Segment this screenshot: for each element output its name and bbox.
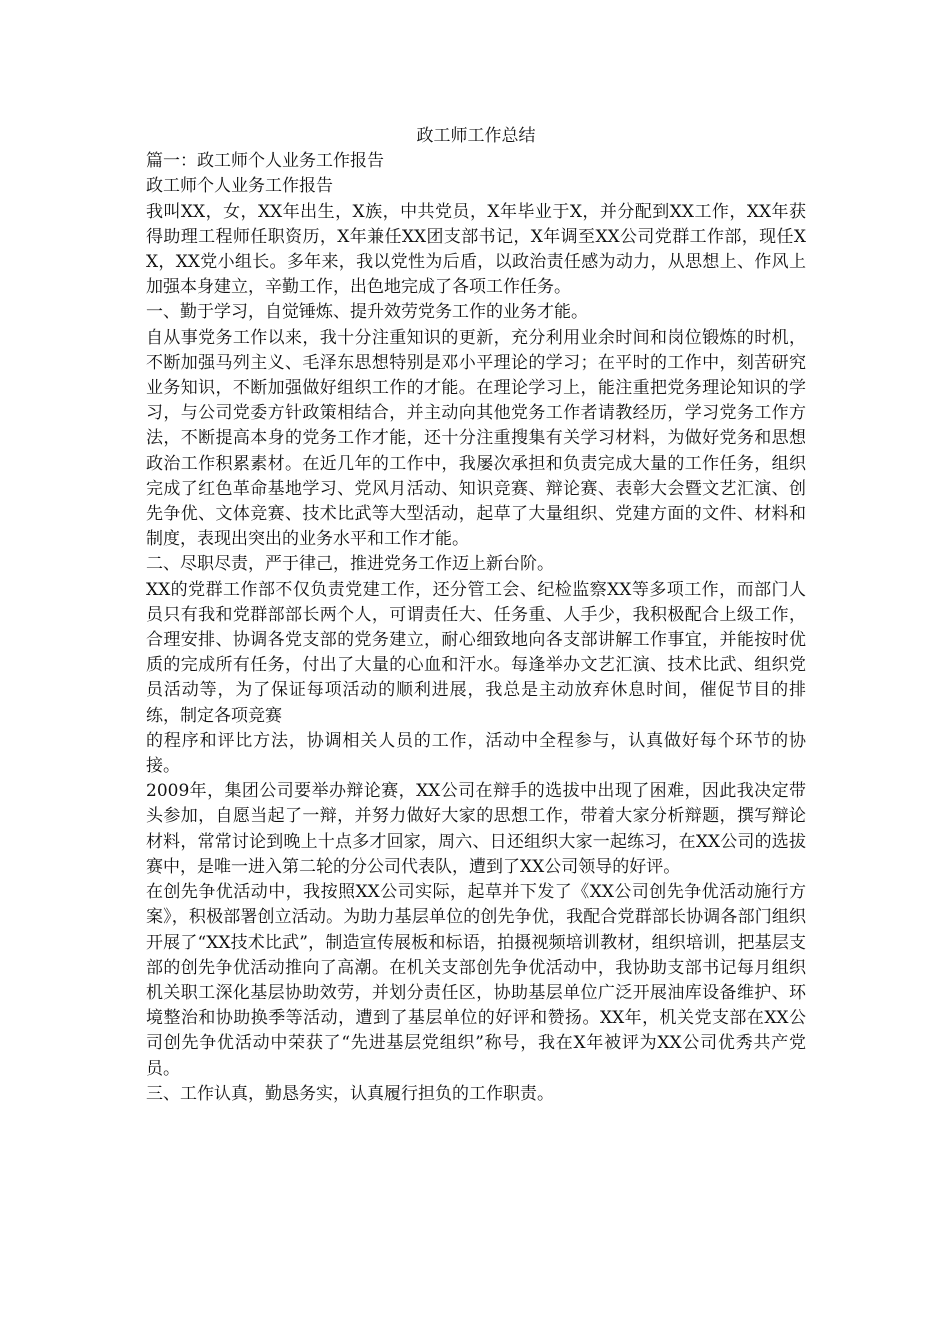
paragraph: 在创先争优活动中，我按照XX公司实际，起草并下发了《XX公司创先争优活动施行方案》，积极部署创立活动。为助力基层单位的创先争优，我配合党群部长协调各部门组织开展了“XX技术比武”，制造宣传展板和标语，拍摄视频培训教材，组织培训，把基层支部的创先争优活动推向了高潮。在机关支部创先争优活动中，我协助支部书记每月组织机关职工深化基层协助效劳，并划分责任区，协助基层单位广泛开展油库设备维护、环境整治和协助换季等活动，遭到了基层单位的好评和赞扬。XX年，机关党支部在XX公司创先争优活动中荣获了“先进基层党组织”称号，我在X年被评为XX公司优秀共产党员。: [146, 882, 806, 1079]
section-heading: 篇一：政工师个人业务工作报告: [146, 151, 384, 172]
paragraph: 的程序和评比方法，协调相关人员的工作，活动中全程参与，认真做好每个环节的协接。: [146, 730, 806, 777]
section-heading: 二、尽职尽责，严于律己，推进党务工作迈上新台阶。: [146, 554, 554, 575]
paragraph: 自从事党务工作以来，我十分注重知识的更新，充分利用业余时间和岗位锻炼的时机，不断加强马列主义、毛泽东思想特别是邓小平理论的学习；在平时的工作中，刻苦研究业务知识，不断加强做好组织工作的才能。在理论学习上，能注重把党务理论知识的学习，与公司党委方针政策相结合，并主动向其他党务工作者请教经历，学习党务工作方法，不断提高本身的党务工作才能，还十分注重搜集有关学习材料，为做好党务和思想政治工作积累素材。在近几年的工作中，我屡次承担和负责完成大量的工作任务，组织完成了红色革命基地学习、党风月活动、知识竞赛、辩论赛、表彰大会暨文艺汇演、创先争优、文体竞赛、技术比武等大型活动，起草了大量组织、党建方面的文件、材料和制度，表现出突出的业务水平和工作才能。: [146, 327, 806, 550]
section-heading: 三、工作认真，勤恳务实，认真履行担负的工作职责。: [146, 1083, 554, 1104]
section-heading: 一、勤于学习，自觉锤炼、提升效劳党务工作的业务才能。: [146, 302, 588, 323]
paragraph: 2009年，集团公司要举办辩论赛，XX公司在辩手的选拔中出现了困难，因此我决定带头参加，自愿当起了一辩，并努力做好大家的思想工作，带着大家分析辩题，撰写辩论材料，常常讨论到晚上十点多才回家，周六、日还组织大家一起练习，在XX公司的选拔赛中，是唯一进入第二轮的分公司代表队，遭到了XX公司领导的好评。: [146, 781, 806, 877]
report-title: 政工师个人业务工作报告: [146, 176, 333, 197]
paragraph: 我叫XX，女，XX年出生，X族，中共党员，X年毕业于X，并分配到XX工作，XX年获得助理工程师任职资历，X年兼任XX团支部书记，X年调至XX公司党群工作部，现任XX，XX党小组长。多年来，我以党性为后盾，以政治责任感为动力，从思想上、作风上加强本身建立，辛勤工作，出色地完成了各项工作任务。: [146, 201, 806, 298]
document-title: 政工师工作总结: [416, 126, 536, 146]
paragraph: XX的党群工作部不仅负责党建工作，还分管工会、纪检监察XX等多项工作，而部门人员只有我和党群部部长两个人，可谓责任大、任务重、人手少，我积极配合上级工作，合理安排、协调各党支部的党务建立，耐心细致地向各支部讲解工作事宜，并能按时优质的完成所有任务，付出了大量的心血和汗水。每逢举办文艺汇演、技术比武、组织党员活动等，为了保证每项活动的顺利进展，我总是主动放弃休息时间，催促节目的排练，制定各项竞赛: [146, 579, 806, 726]
document-body: [146, 124, 806, 1107]
